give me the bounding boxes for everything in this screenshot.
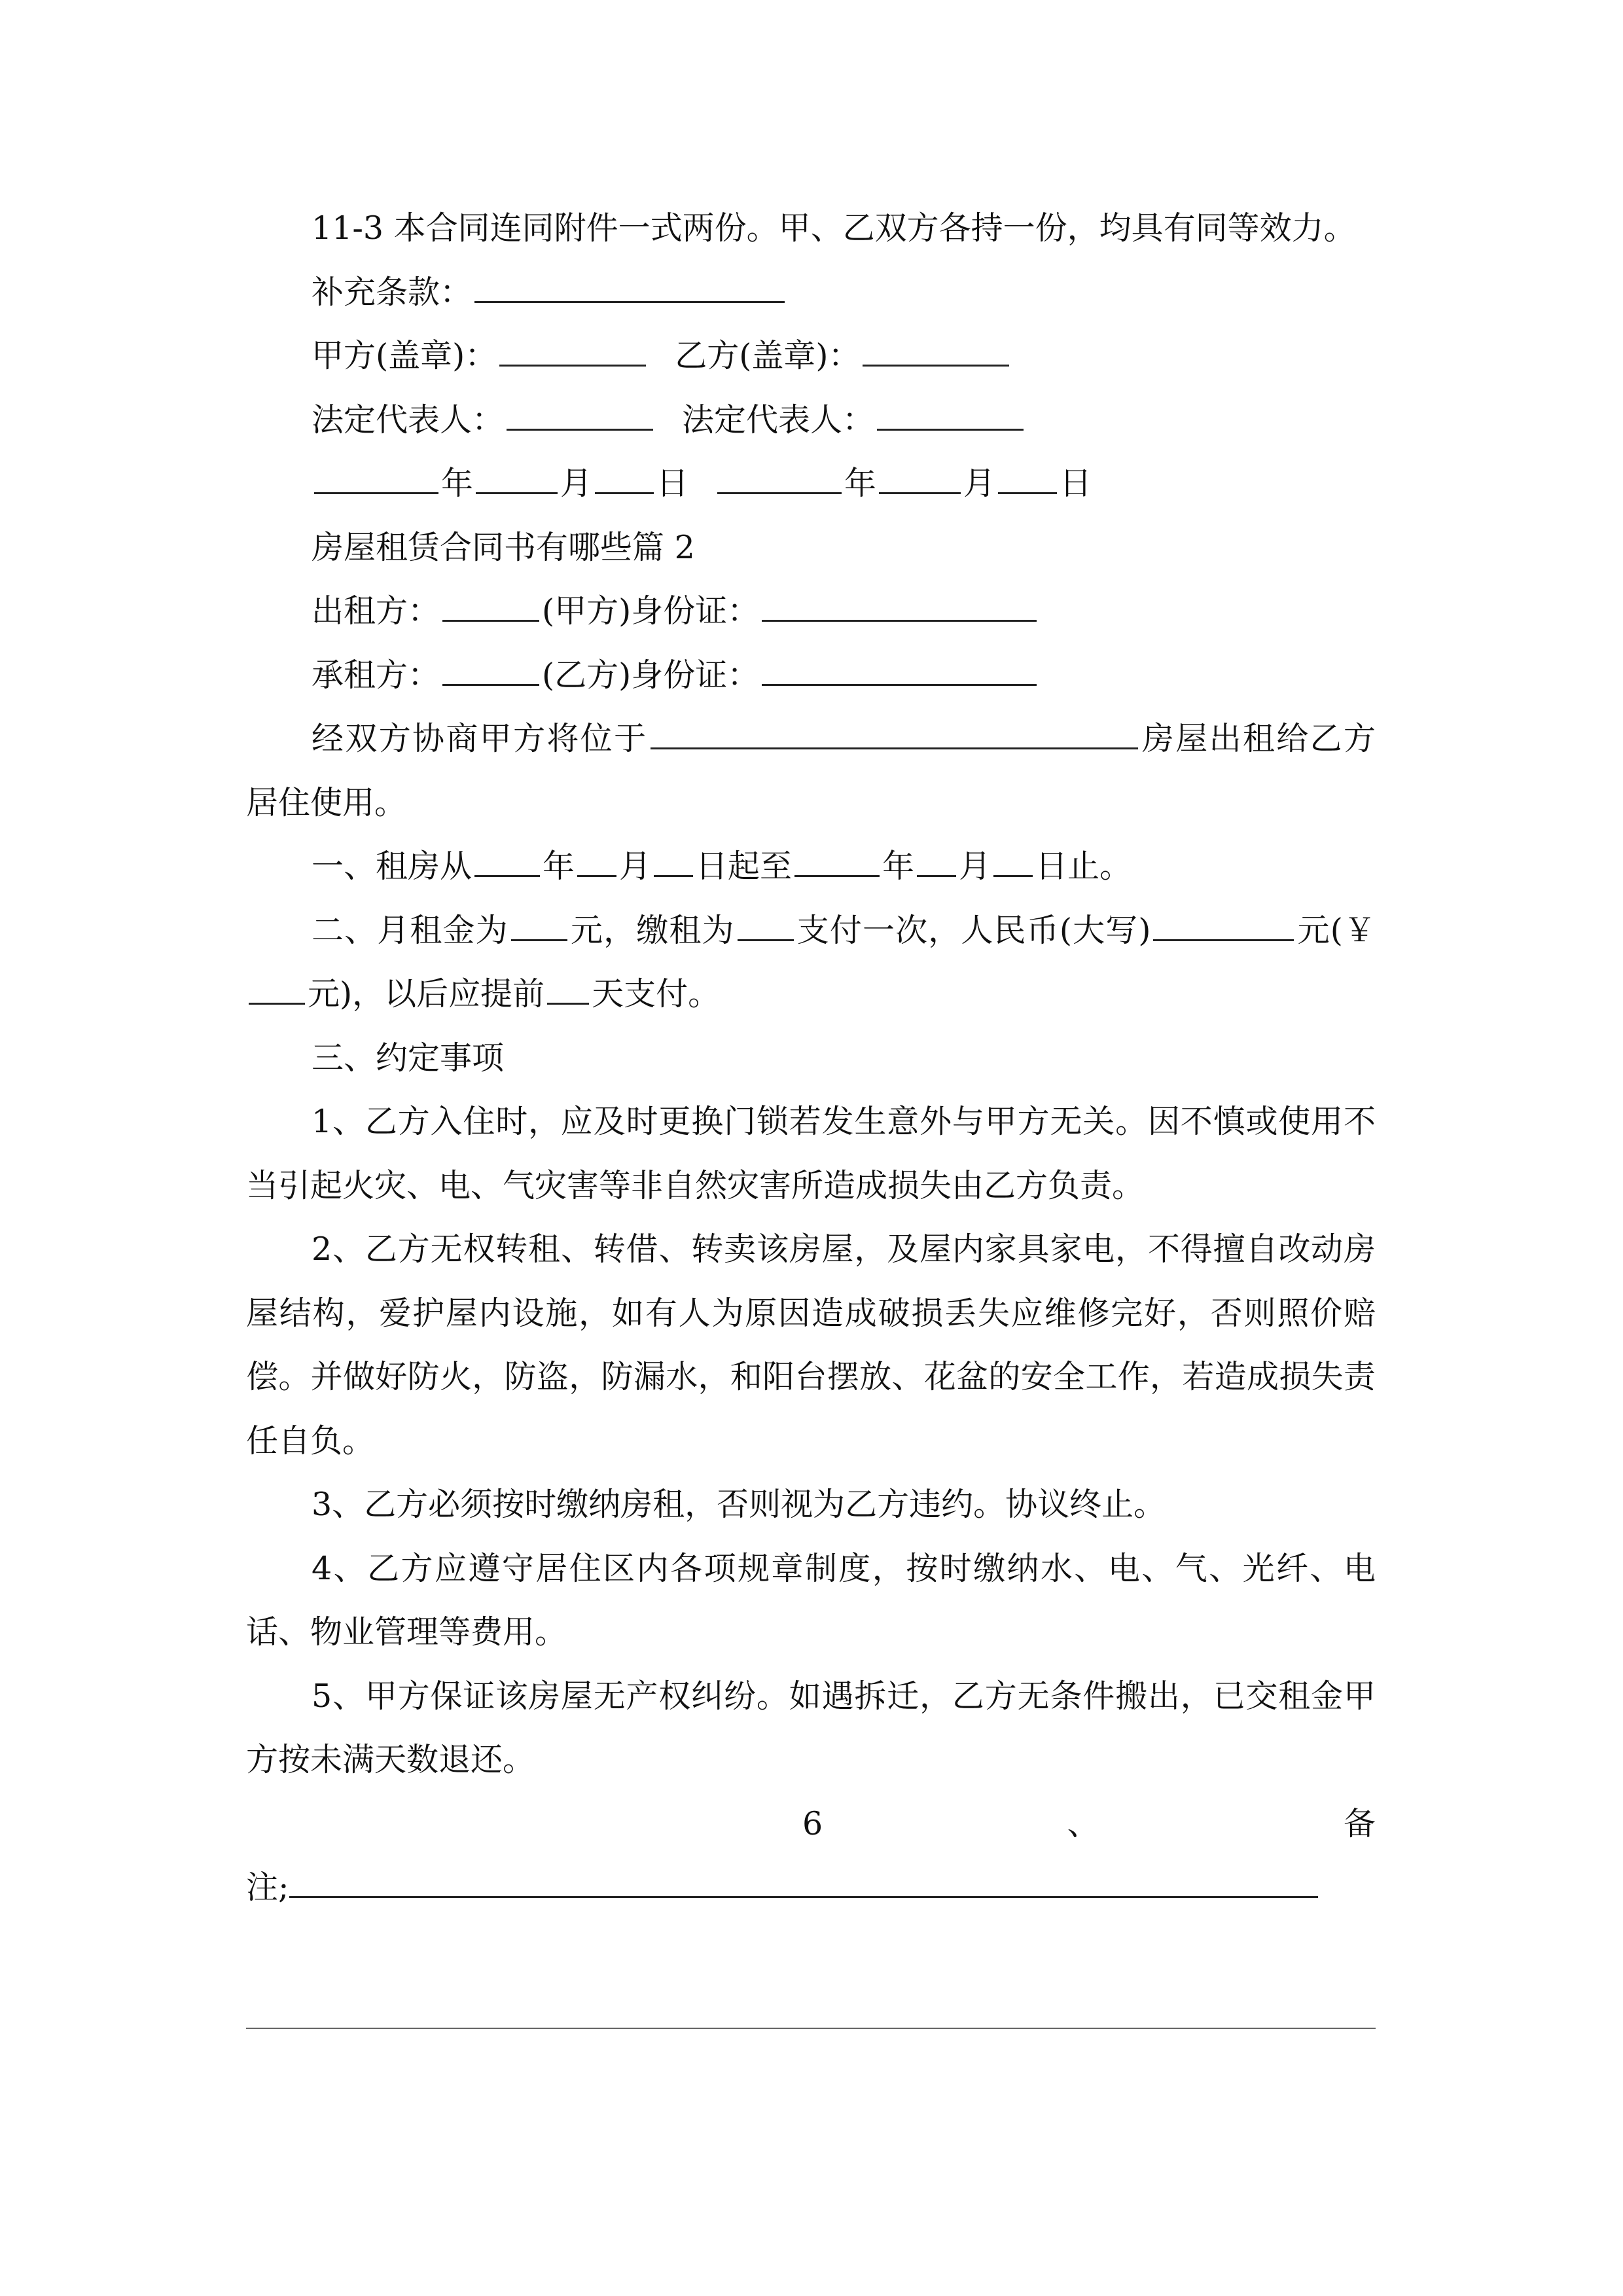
remarks-blank	[289, 1870, 1318, 1898]
blank-field	[877, 403, 1024, 431]
legal-rep-line	[246, 388, 1376, 452]
term-text: 月	[619, 848, 652, 885]
supplement-label: 补充条款：	[312, 273, 473, 311]
rent-text: 元，缴租为	[569, 911, 735, 949]
blank-field	[917, 849, 956, 877]
year-label: 年	[441, 465, 474, 502]
rent-paragraph	[246, 899, 1376, 1026]
date-line	[246, 452, 1376, 516]
month-label: 月	[963, 465, 996, 502]
blank-field	[314, 466, 438, 494]
remarks-label: 备	[1343, 1804, 1376, 1842]
item-2: 2、乙方无权转租、转借、转卖该房屋，及屋内家具家电，不得擅自改动房屋结构，爱护屋内设施，如有人为原因造成破损丢失应维修完好，否则照价赔偿。并做好防火，防盗，防漏水，和阳台摆放、花盆的安全工作，若造成损失责任自负。	[246, 1230, 1376, 1460]
blank-field	[474, 275, 785, 303]
legal-rep-b: 法定代表人：	[682, 401, 875, 439]
remarks-sep: 、	[1067, 1804, 1099, 1842]
seal-line	[246, 324, 1376, 388]
footer-divider	[246, 2028, 1376, 2029]
rent-text: 支付一次，人民币(大写)	[796, 911, 1151, 949]
lessor-line	[246, 579, 1376, 643]
term-text: 日起至	[696, 848, 793, 885]
blank-field	[993, 849, 1033, 877]
party-b-seal: 乙方(盖章)：	[675, 337, 861, 374]
lessee-id-label: (乙方)身份证：	[542, 656, 760, 694]
term-text: 月	[959, 848, 991, 885]
blank-field	[1153, 913, 1294, 941]
blank-field	[547, 977, 589, 1005]
legal-rep-a: 法定代表人：	[312, 401, 505, 439]
month-label: 月	[560, 465, 593, 502]
item-4: 4、乙方应遵守居住区内各项规章制度，按时缴纳水、电、气、光纤、电话、物业管理等费用。	[246, 1549, 1376, 1651]
blank-field	[863, 338, 1009, 367]
lessee-label: 承租方：	[312, 656, 440, 694]
term-line	[246, 834, 1376, 899]
item-1: 1、乙方入住时，应及时更换门锁若发生意外与甲方无关。因不慎或使用不当引起火灾、电、气灾害等非自然灾害所造成损失由乙方负责。	[246, 1103, 1376, 1204]
blank-field	[762, 594, 1037, 622]
lessor-label: 出租方：	[312, 592, 440, 630]
blank-field	[507, 403, 653, 431]
term-text: 日止。	[1035, 848, 1132, 885]
blank-field	[879, 466, 961, 494]
section-title: 房屋租赁合同书有哪些篇 2	[312, 528, 695, 566]
blank-field	[442, 658, 539, 686]
intro-text: 房屋出租给乙方居住使用。	[246, 720, 1376, 821]
blank-field	[717, 466, 842, 494]
agreed-title: 三、约定事项	[312, 1039, 505, 1077]
term-text: 年	[543, 848, 575, 885]
term-text: 年	[882, 848, 915, 885]
clause-11-3: 11-3 本合同连同附件一式两份。甲、乙双方各持一份，均具有同等效力。	[312, 209, 1356, 247]
blank-field	[654, 849, 693, 877]
year-label: 年	[844, 465, 877, 502]
remarks-field-line	[246, 1856, 1376, 1920]
remarks-line	[246, 1792, 1376, 1856]
rent-text: 元)，以后应提前	[308, 975, 545, 1013]
blank-field	[651, 721, 1138, 749]
supplement-line	[246, 260, 1376, 325]
blank-field	[794, 849, 880, 877]
blank-field	[249, 977, 305, 1005]
contract-page	[246, 196, 1376, 1920]
blank-field	[998, 466, 1057, 494]
intro-text: 经双方协商甲方将位于	[312, 720, 648, 757]
blank-field	[499, 338, 646, 367]
rent-text: 天支付。	[592, 975, 721, 1013]
lessor-id-label: (甲方)身份证：	[542, 592, 760, 630]
blank-field	[476, 466, 558, 494]
term-text: 一、租房从	[312, 848, 473, 885]
rent-text: 元(￥	[1296, 911, 1376, 949]
blank-field	[595, 466, 654, 494]
blank-field	[577, 849, 616, 877]
blank-field	[511, 913, 567, 941]
rent-text: 二、月租金为	[312, 911, 508, 949]
day-label: 日	[1060, 465, 1092, 502]
blank-field	[738, 913, 794, 941]
remarks-label: 注;	[246, 1869, 289, 1906]
day-label: 日	[656, 465, 689, 502]
blank-field	[474, 849, 540, 877]
remarks-number: 6	[802, 1804, 823, 1842]
lessee-line	[246, 643, 1376, 708]
item-3: 3、乙方必须按时缴纳房租，否则视为乙方违约。协议终止。	[312, 1486, 1166, 1523]
party-a-seal: 甲方(盖章)：	[312, 337, 497, 374]
blank-field	[762, 658, 1037, 686]
item-5: 5、甲方保证该房屋无产权纠纷。如遇拆迁，乙方无条件搬出，已交租金甲方按未满天数退还。	[246, 1677, 1376, 1778]
intro-paragraph	[246, 707, 1376, 834]
blank-field	[442, 594, 539, 622]
